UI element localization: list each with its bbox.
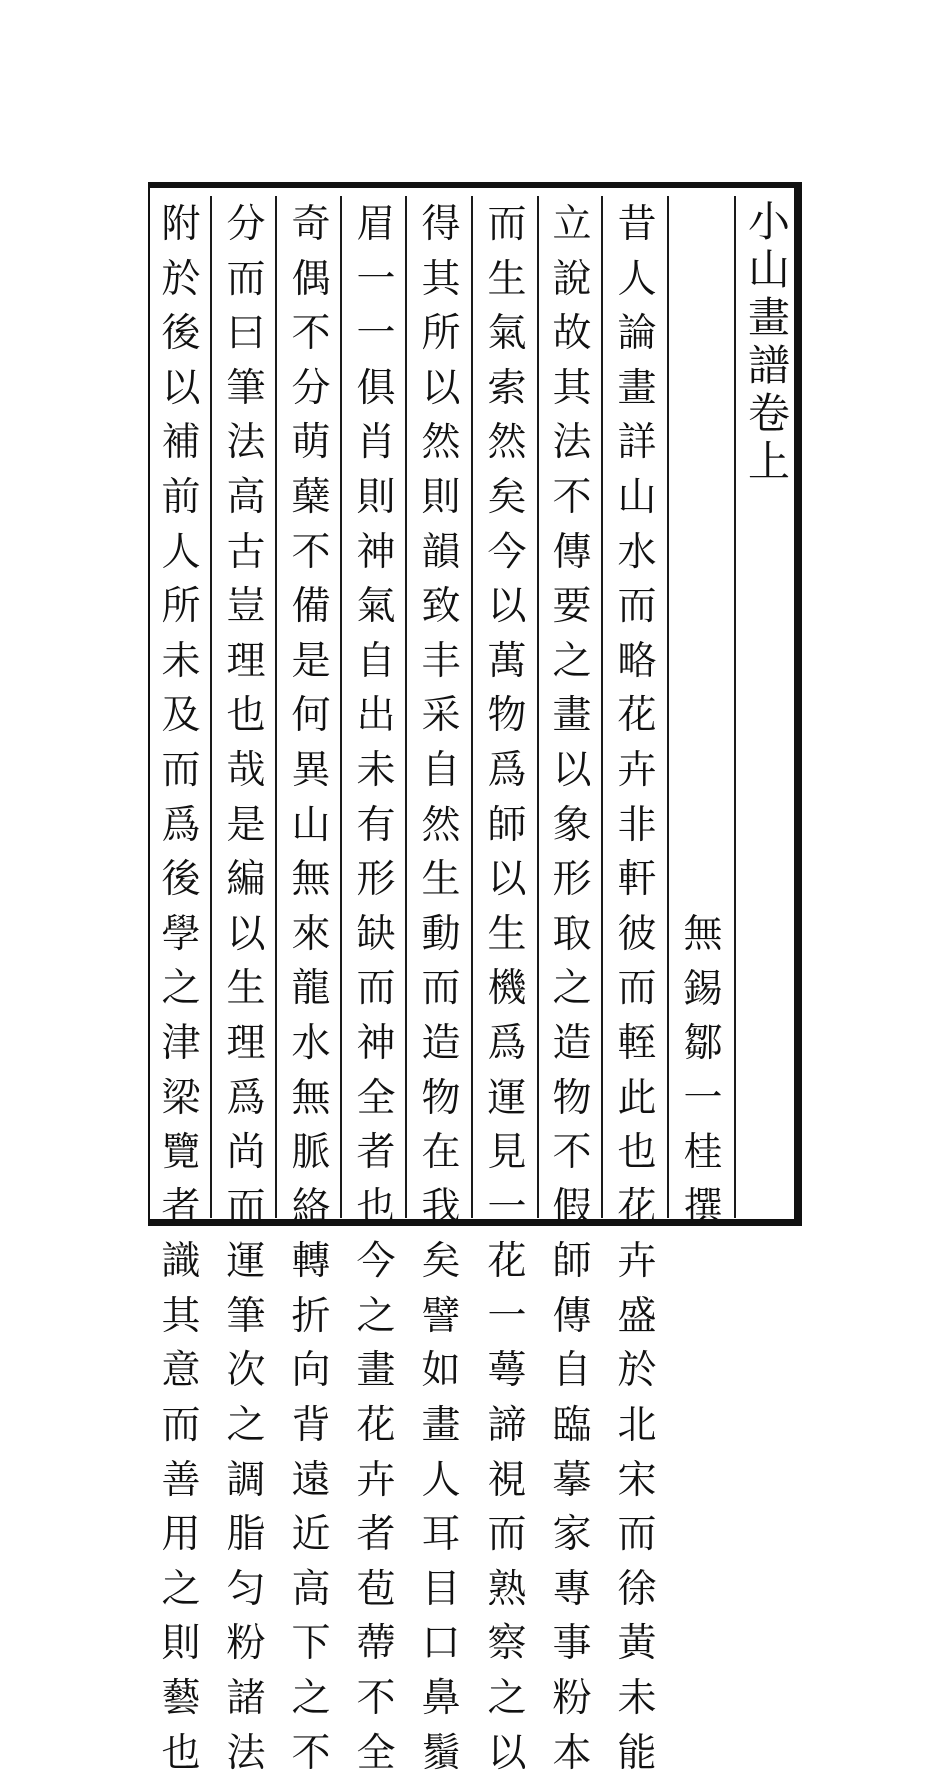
column-rule xyxy=(275,196,277,1218)
page-title: 小山畫譜卷上 xyxy=(747,197,790,486)
text-column: 分而曰筆法高古豈理也哉是編以生理爲尚而運筆次之調脂匀粉諸法 xyxy=(226,202,266,1776)
column-rule xyxy=(471,196,473,1218)
column-rule xyxy=(210,196,212,1218)
text-column: 而生氣索然矣今以萬物爲師以生機爲運見一花一蕚諦視而熟察之以 xyxy=(487,202,527,1776)
text-column: 奇偶不分萌蘖不備是何異山無來龍水無脈絡轉折向背遠近高下之不 xyxy=(291,202,331,1776)
text-column: 得其所以然則韻致丰采自然生動而造物在我矣譬如畫人耳目口鼻鬚 xyxy=(421,202,461,1776)
author-line: 無錫鄒一桂撰 xyxy=(683,912,723,1230)
column-rule xyxy=(601,196,603,1218)
column-rule xyxy=(734,196,736,1218)
text-column: 昔人論畫詳山水而略花卉非軒彼而輊此也花卉盛於北宋而徐黃未能 xyxy=(617,202,657,1776)
text-column: 立說故其法不傳要之畫以象形取之造物不假師傳自臨摹家專事粉本 xyxy=(552,202,592,1776)
text-column: 附於後以補前人所未及而爲後學之津梁覽者識其意而善用之則藝也 xyxy=(161,202,201,1776)
column-rule xyxy=(405,196,407,1218)
column-rule xyxy=(340,196,342,1218)
column-rule xyxy=(537,196,539,1218)
text-column: 眉一一俱肖則神氣自出未有形缺而神全者也今之畫花卉者苞蔕不全 xyxy=(356,202,396,1776)
column-rule xyxy=(667,196,669,1218)
